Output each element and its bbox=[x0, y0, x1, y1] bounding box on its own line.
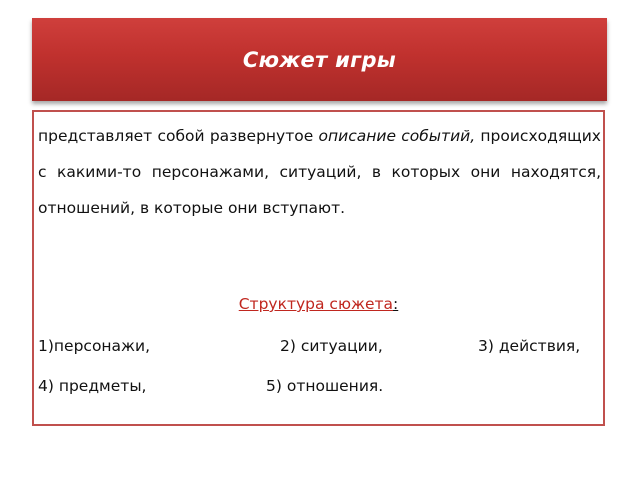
list-item: 4) предметы, bbox=[38, 377, 147, 395]
list-item: 1)персонажи, bbox=[38, 337, 151, 355]
list-item: 3) действия, bbox=[478, 337, 581, 355]
list-item: 2) ситуации, bbox=[280, 337, 383, 355]
page-title: Сюжет игры bbox=[242, 47, 397, 72]
structure-colon: : bbox=[393, 295, 399, 313]
paragraph-emphasis: описание событий, bbox=[318, 127, 476, 145]
paragraph-start: представляет собой развернутое bbox=[38, 127, 319, 145]
structure-heading bbox=[34, 294, 603, 314]
list-item: 5) отношения. bbox=[266, 377, 384, 395]
structure-link[interactable]: Структура сюжета bbox=[238, 295, 394, 313]
content-box bbox=[32, 110, 605, 426]
paragraph-end: происходящих с какими-то персонажами, ситуаций, в которых они находятся, отношений, в которые они вступают. bbox=[38, 127, 601, 217]
definition-paragraph bbox=[38, 118, 601, 226]
title-bar bbox=[32, 18, 607, 101]
